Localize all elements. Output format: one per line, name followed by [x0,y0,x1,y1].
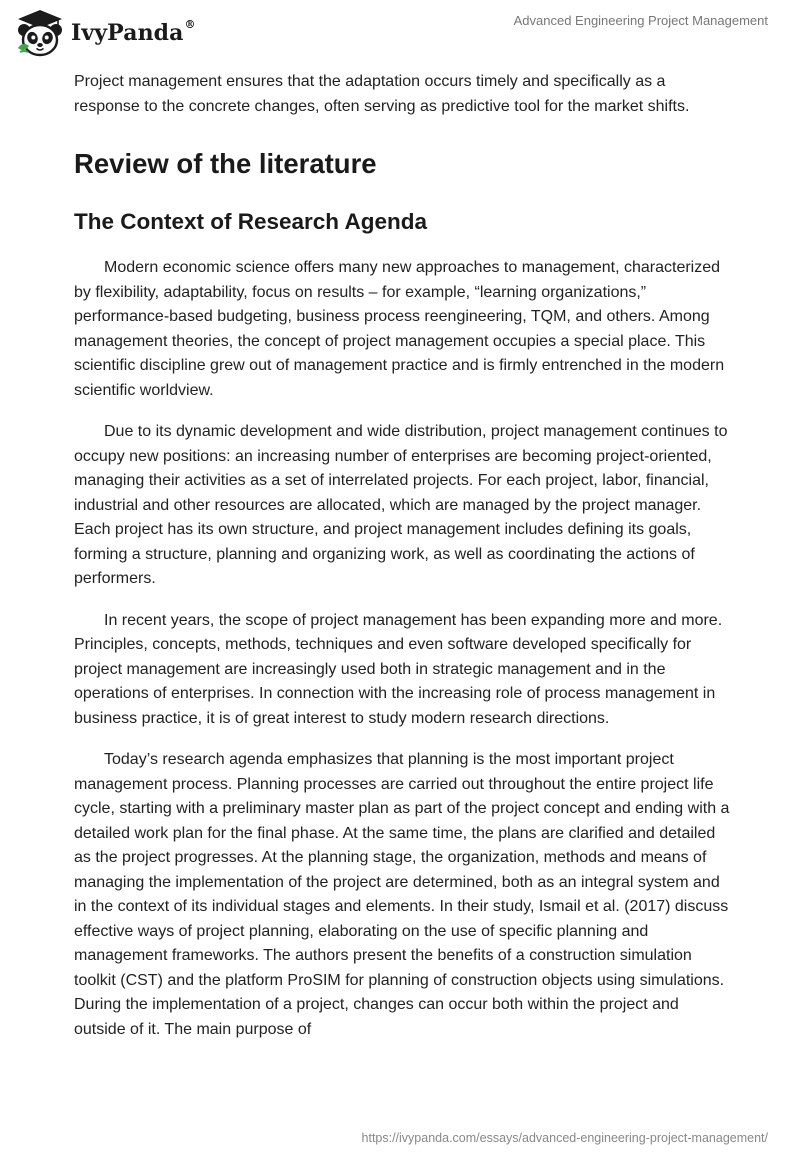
section-heading: Review of the literature [74,148,377,179]
page-header [0,0,800,68]
brand-logo[interactable] [15,8,196,58]
paragraph: In recent years, the scope of project management has been expanding more and more. Principles, concepts, methods, techniques and even software developed specifically for project management are increasingly used both in strategic management and in the operations of enterprises. In connection with the increasing role of process management in business practice, it is of great interest to study modern research directions. [74,611,723,727]
document-title: Advanced Engineering Project Management [513,13,768,28]
source-url-link[interactable]: https://ivypanda.com/essays/advanced-engineering-project-management/ [361,1131,768,1145]
article-body [74,70,734,1059]
intro-paragraph: Project management ensures that the adaptation occurs timely and specifically as a response to the concrete changes, often serving as predictive tool for the market shifts. [74,73,690,115]
paragraph: Due to its dynamic development and wide distribution, project management continues to occupy new positions: an increasing number of enterprises are becoming project-oriented, managing their activities as a set of interrelated projects. For each project, labor, financial, industrial and other resources are allocated, which are managed by the project manager. Each project has its own structure, and project management includes defining its goals, forming a structure, planning and organizing work, as well as coordinating the actions of performers. [74,423,728,587]
paragraph: Modern economic science offers many new approaches to management, characterized by flexibility, adaptability, focus on results – for example, “learning organizations,” performance-based budgeting, business process reengineering, TQM, and others. Among management theories, the concept of project management occupies a special place. This scientific discipline grew out of management practice and is firmly entrenched in the modern scientific worldview. [74,259,725,399]
registered-mark: ® [184,18,196,31]
subsection-heading: The Context of Research Agenda [74,209,427,234]
paragraph: Today’s research agenda emphasizes that planning is the most important project management process. Planning processes are carried out throughout the entire project life cycle, starting with a preliminary master plan as part of the project concept and ending with a detailed work plan for the final phase. At the same time, the plans are clarified and detailed as the project progresses. At the planning stage, the organization, methods and means of managing the implementation of the project are determined, both as an integral system and in the context of its individual stages and elements. In their study, Ismail et al. (2017) discuss effective ways of project planning, elaborating on the use of specific planning and management frameworks. The authors present the benefits of a construction simulation toolkit (CST) and the platform ProSIM for planning of construction objects using simulations. During the implementation of a project, changes can occur both within the project and outside of it. The main purpose of [74,751,730,1038]
brand-name: IvyPanda® [71,18,196,46]
panda-graduate-icon [15,8,65,58]
